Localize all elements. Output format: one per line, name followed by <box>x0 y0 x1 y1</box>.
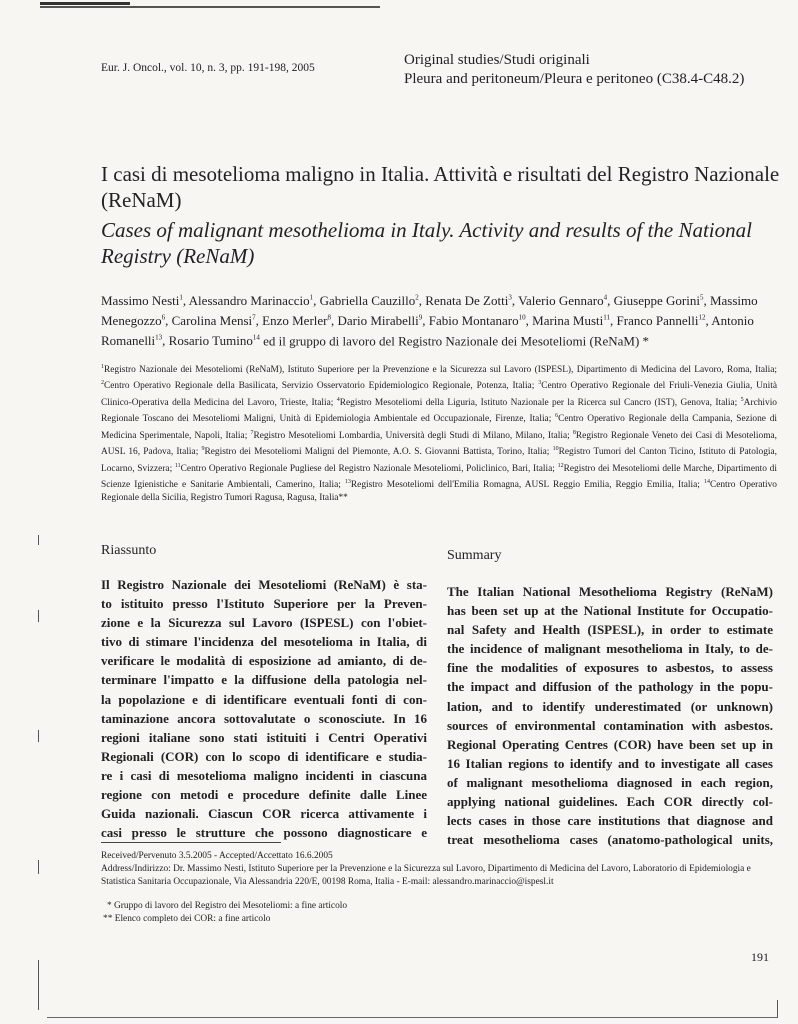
author-name: Marina Musti <box>532 313 604 329</box>
author-name: Giuseppe Gorini <box>613 293 700 309</box>
author-separator: , <box>162 332 169 348</box>
author-name: Rosario Tumino <box>168 332 253 348</box>
author-name: Alessandro Marinaccio <box>188 293 310 309</box>
author-affiliation-number: 3 <box>508 294 512 302</box>
abstract-line: regione con metodi e procedure definite dalle Linee <box>101 787 427 803</box>
abstract-line: re i casi di mesotelioma maligno incidenti in ciascuna <box>101 767 427 783</box>
page-number: 191 <box>751 950 769 964</box>
scan-margin-mark <box>38 860 39 874</box>
abstract-line: casi presso le strutture che possono diagnosticare e <box>101 825 427 841</box>
author-name: Massimo Nesti <box>101 293 180 309</box>
footnote-working-group: * Gruppo di lavoro del Registro dei Mesoteliomi: a fine articolo <box>107 901 348 911</box>
affiliations <box>101 361 777 506</box>
author-name: Valerio Gennaro <box>518 293 604 309</box>
affiliation-number: 14 <box>703 478 710 485</box>
section-line-1: Original studies/Studi originali <box>404 52 590 68</box>
abstract-line: Il Registro Nazionale dei Mesoteliomi (ReNaM) è sta- <box>101 577 427 592</box>
abstract-line: lects cases in those care institutions that diagnose and <box>447 813 773 829</box>
riassunto-heading: Riassunto <box>101 543 157 558</box>
abstract-line: verificare le modalità di esposizione ad amianto, di de- <box>101 653 427 669</box>
author-affiliation-number: 12 <box>698 313 706 322</box>
affiliation-number: 4 <box>336 396 340 403</box>
affiliation-text: Centro Operativo Regionale del Friuli-Venezia Giulia, Unità Clinico-Operativa della Medicina del Lavoro, Trieste, Italia; <box>101 381 777 408</box>
footnote-cor-list: ** Elenco completo dei COR: a fine articolo <box>103 914 271 924</box>
abstract-line: regioni italiane sono stati istituiti i Centri Operativi <box>101 729 427 745</box>
abstract-line: of malignant mesothelioma diagnosed in each region, <box>447 774 773 790</box>
affiliation-number: 13 <box>344 478 351 485</box>
riassunto-body <box>101 575 427 842</box>
affiliation-number: 6 <box>555 413 559 420</box>
abstract-line: tivo di stimare l'incidenza del mesotelioma in Italia, di <box>101 634 427 650</box>
author-separator: , <box>182 293 189 309</box>
affiliation-text: Registro Nazionale dei Mesoteliomi (ReNaM), Istituto Superiore per la Prevenzione e la Sicurezza sul Lavoro (ISPESL), Dipartimento di Medicina del Lavoro, Roma, Italia; <box>104 365 777 376</box>
abstract-line: treat mesothelioma cases (anatomo-pathological units, <box>447 832 773 848</box>
author-separator: , <box>610 313 617 329</box>
scan-margin-mark <box>38 960 39 1010</box>
affiliation-text: Registro Mesoteliomi della Liguria, Istituto Nazionale per la Ricerca sul Cancro (IST), Genova, Italia; <box>339 397 741 408</box>
author-affiliation-number: 11 <box>603 313 611 322</box>
author-affiliation-number: 4 <box>603 294 608 302</box>
author-list <box>101 290 781 349</box>
section-label <box>404 51 744 89</box>
author-separator: , <box>422 313 429 329</box>
scan-bottom-line <box>47 1017 777 1018</box>
author-affiliation-number: 13 <box>155 333 163 342</box>
author-affiliation-number: 8 <box>327 313 331 322</box>
author-name: Enzo Merler <box>262 313 328 329</box>
abstract-line: terminare l'impatto e la diffusione della patologia nel- <box>101 672 427 688</box>
affiliation-number: 7 <box>250 429 254 436</box>
author-separator: , <box>703 293 710 309</box>
author-separator: , <box>313 293 320 309</box>
affiliation-text: Registro Mesoteliomi Lombardia, Università degli Studi di Milano, Milano, Italia; <box>253 430 573 441</box>
affiliation-text: Centro Operativo Regionale della Sicilia, Registro Tumori Ragusa, Ragusa, Italia** <box>101 480 777 504</box>
affiliation-text: Centro Operativo Regionale della Basilicata, Servizio Osservatorio Epidemiologico Regionale, Potenza, Italia; <box>104 381 539 392</box>
footnote-rule <box>101 842 281 843</box>
author-affiliation-number: 14 <box>252 333 260 342</box>
author-name: Dario Mirabelli <box>337 313 419 329</box>
author-name: Carolina Mensi <box>171 313 253 329</box>
affiliation-text: Centro Operativo Regionale della Campania, Sezione di Medicina Sperimentale, Napoli, Italia; <box>101 414 777 441</box>
scan-margin-mark <box>38 535 39 545</box>
correspondence-address: Address/Indirizzo: Dr. Massimo Nesti, Istituto Superiore per la Prevenzione e la Sicurezza sul Lavoro, Dipartimento di Medicina del Lavoro, Laboratorio di Epidemiologia e Statistica Sanitaria Occupazionale, Via Alessandria 220/E, 00198 Roma, Italia - E-mail: alessandro.marinaccio@ispesl.it <box>101 864 751 887</box>
scan-margin-mark <box>38 730 39 742</box>
author-separator: , <box>607 293 614 309</box>
affiliation-number: 5 <box>740 396 744 403</box>
affiliation-text: Registro dei Mesoteliomi Maligni del Piemonte, A.O. S. Giovanni Battista, Torino, Italia; <box>204 447 553 458</box>
abstract-line: to istituito presso l'Istituto Superiore per la Preven- <box>101 596 427 612</box>
author-affiliation-number: 1 <box>179 294 183 302</box>
abstract-line: The Italian National Mesothelioma Registry (ReNaM) <box>447 584 773 599</box>
affiliation-number: 9 <box>201 446 205 453</box>
scan-artifact-bar <box>40 2 130 5</box>
author-affiliation-number: 6 <box>161 313 166 322</box>
affiliation-number: 3 <box>538 380 542 387</box>
summary-body <box>447 582 773 849</box>
scan-margin-mark <box>38 610 39 622</box>
affiliation-number: 11 <box>174 462 181 469</box>
abstract-line: the incidence of malignant mesothelioma in Italy, to de- <box>447 641 773 657</box>
author-name: Antonio Romanelli <box>101 313 754 348</box>
affiliation-text: Registro Regionale Veneto dei Casi di Mesotelioma, AUSL 16, Padova, Italia; <box>101 430 778 458</box>
author-name: Franco Pannelli <box>616 313 699 329</box>
abstract-line: the impact and diffusion of the pathology in the popu- <box>447 679 773 695</box>
journal-citation: Eur. J. Oncol., vol. 10, n. 3, pp. 191-198, 2005 <box>101 62 315 74</box>
author-separator: , <box>418 293 426 309</box>
affiliation-number: 10 <box>552 446 559 453</box>
authors-tail: ed il gruppo di lavoro del Registro Nazionale dei Mesoteliomi (ReNaM) * <box>263 332 650 348</box>
author-affiliation-number: 5 <box>699 294 704 302</box>
author-separator: , <box>705 313 712 329</box>
author-separator: , <box>331 313 338 329</box>
affiliation-number: 1 <box>101 364 104 370</box>
author-affiliation-number: 10 <box>518 313 526 322</box>
abstract-line: taminazione ancora sottovalutate o sconosciute. In 16 <box>101 710 427 726</box>
affiliation-text: Registro Tumori del Canton Ticino, Istituto di Patologia, Locarno, Svizzera; <box>101 447 777 474</box>
author-affiliation-number: 2 <box>415 294 419 302</box>
section-line-2: Pleura and peritoneum/Pleura e peritoneo (C38.4-C48.2) <box>404 71 745 87</box>
affiliation-text: Registro dei Mesoteliomi delle Marche, Dipartimento di Scienze Igienistiche e Sanitarie Ambientali, Camerino, Italia; <box>101 463 777 491</box>
abstract-line: applying national guidelines. Each COR directly col- <box>447 794 773 810</box>
abstract-line: Regionali (COR) con lo scopo di identificare e studia- <box>101 748 427 764</box>
affiliation-number: 2 <box>101 380 104 387</box>
affiliation-text: Registro Mesoteliomi dell'Emilia Romagna, AUSL Reggio Emilia, Reggio Emilia, Italia; <box>350 480 704 491</box>
author-separator: , <box>511 293 519 309</box>
author-separator: , <box>525 313 533 329</box>
affiliation-number: 8 <box>572 429 576 436</box>
title-italian: I casi di mesotelioma maligno in Italia. Attività e risultati del Registro Nazionale (ReNaM) <box>101 162 780 212</box>
received-dates: Received/Pervenuto 3.5.2005 - Accepted/Accettato 16.6.2005 <box>101 851 333 861</box>
author-affiliation-number: 9 <box>418 313 423 322</box>
scan-margin-mark <box>777 1000 778 1018</box>
title-english: Cases of malignant mesothelioma in Italy. Activity and results of the National Registry (ReNaM) <box>101 218 752 268</box>
abstract-line: nal Safety and Health (ISPESL), in order to estimate <box>447 622 773 638</box>
scan-artifact-line <box>40 6 380 8</box>
author-affiliation-number: 7 <box>252 313 256 322</box>
summary-heading: Summary <box>447 548 502 563</box>
affiliation-text: Archivio Regionale Toscano dei Mesoteliomi Maligni, Unità di Epidemiologia Ambientale ed Occupazionale, Firenze, Italia; <box>101 397 777 425</box>
abstract-line: zione e la Sicurezza sul Lavoro (ISPESL) con l'obiet- <box>101 615 427 631</box>
author-name: Renata De Zotti <box>425 293 509 309</box>
abstract-line: has been set up at the National Institute for Occupatio- <box>447 603 773 619</box>
abstract-line: fine the modalities of exposures to asbestos, to assess <box>447 660 773 676</box>
affiliation-text: Centro Operativo Regionale Pugliese del Registro Nazionale Mesoteliomi, Policlinico, Bari, Italia; <box>180 463 558 474</box>
author-affiliation-number: 1 <box>309 294 314 302</box>
author-separator: , <box>255 313 263 329</box>
author-name: Fabio Montanaro <box>428 313 519 329</box>
author-name: Gabriella Cauzillo <box>319 293 416 309</box>
author-separator: , <box>165 313 172 329</box>
affiliation-number: 12 <box>557 462 564 469</box>
abstract-line: la popolazione e di identificare eventuali fonti di con- <box>101 691 427 707</box>
abstract-line: sources of environmental contamination with asbestos. <box>447 717 773 733</box>
abstract-line: Guida nazionali. Ciascun COR ricerca attivamente i <box>101 806 427 822</box>
author-name: Massimo Menegozzo <box>101 293 758 329</box>
abstract-line: lation, and to identify underestimated (or unknown) <box>447 698 773 714</box>
abstract-line: 16 Italian regions to identify and to investigate all cases <box>447 755 773 771</box>
abstract-line: Regional Operating Centres (COR) have been set up in <box>447 736 773 752</box>
